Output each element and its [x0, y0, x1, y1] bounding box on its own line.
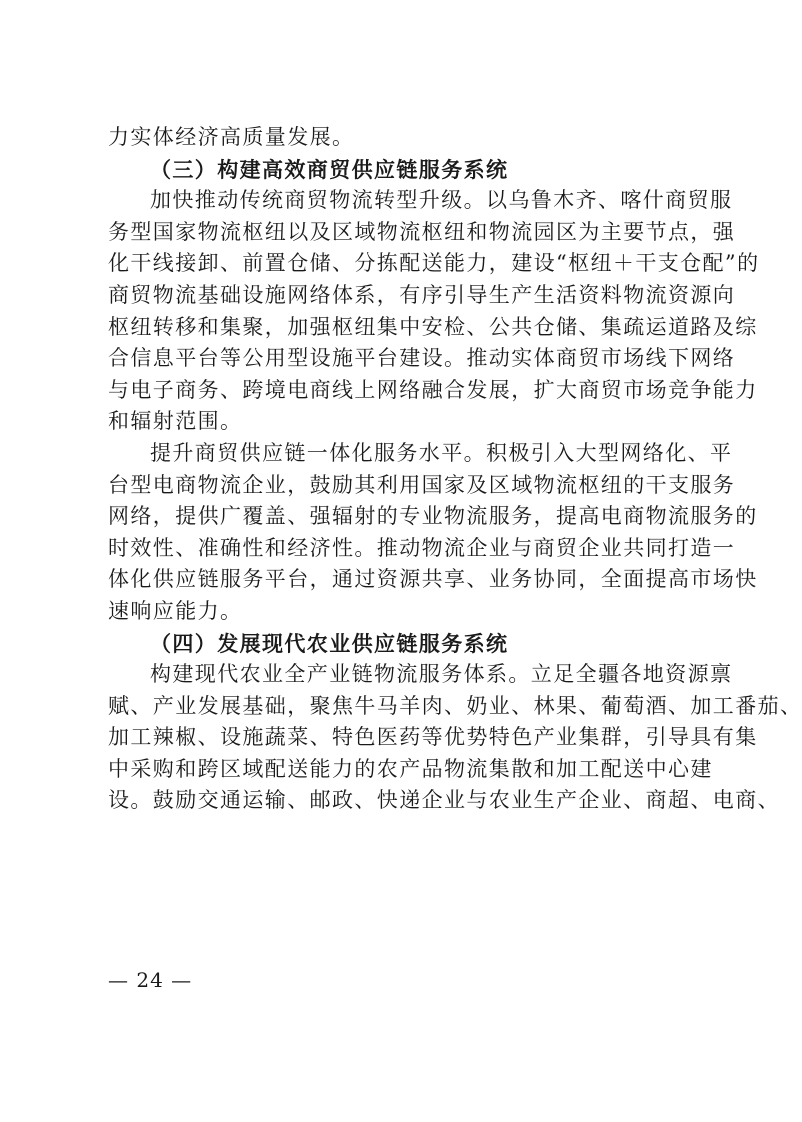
text-line: 时效性、准确性和经济性。推动物流企业与商贸企业共同打造一: [108, 535, 736, 560]
text-line: 商贸物流基础设施网络体系，有序引导生产生活资料物流资源向: [108, 282, 736, 307]
text-line: 化干线接卸、前置仓储、分拣配送能力，建设“枢纽＋干支仓配”的: [108, 251, 760, 276]
text-line: 合信息平台等公用型设施平台建设。推动实体商贸市场线下网络: [108, 346, 736, 371]
text-line: 网络，提供广覆盖、强辐射的专业物流服务，提高电商物流服务的: [108, 504, 758, 529]
text-line: 枢纽转移和集聚，加强枢纽集中安检、公共仓储、集疏运道路及综: [108, 314, 758, 339]
text-line: 中采购和跨区域配送能力的农产品物流集散和加工配送中心建: [108, 756, 713, 781]
section-heading: （三）构建高效商贸供应链服务系统: [150, 156, 509, 182]
text-line: 加快推动传统商贸物流转型升级。以乌鲁木齐、喀什商贸服: [150, 188, 733, 213]
text-line: 设。鼓励交通运输、邮政、快递企业与农业生产企业、商超、电商、: [108, 788, 780, 813]
text-line: 台型电商物流企业，鼓励其利用国家及区域物流枢纽的干支服务: [108, 472, 736, 497]
text-line: 赋、产业发展基础，聚焦牛马羊肉、奶业、林果、葡萄酒、加工番茄、: [108, 693, 802, 718]
text-line: 务型国家物流枢纽以及区域物流枢纽和物流园区为主要节点，强: [108, 219, 736, 244]
text-line: 体化供应链服务平台，通过资源共享、业务协同，全面提高市场快: [108, 567, 758, 592]
text-line: 速响应能力。: [108, 598, 243, 623]
text-line: 和辐射范围。: [108, 409, 243, 434]
text-line: 构建现代农业全产业链物流服务体系。立足全疆各地资源禀: [150, 662, 733, 687]
text-line: 与电子商务、跨境电商线上网络融合发展，扩大商贸市场竞争能力: [108, 377, 758, 402]
section-heading: （四）发展现代农业供应链服务系统: [150, 630, 509, 656]
text-line: 提升商贸供应链一体化服务水平。积极引入大型网络化、平: [150, 440, 733, 465]
text-line: 力实体经济高质量发展。: [108, 125, 355, 149]
page-number: — 24 —: [108, 968, 193, 992]
text-line: 加工辣椒、设施蔬菜、特色医药等优势特色产业集群，引导具有集: [108, 725, 758, 750]
body-text: [108, 122, 802, 817]
